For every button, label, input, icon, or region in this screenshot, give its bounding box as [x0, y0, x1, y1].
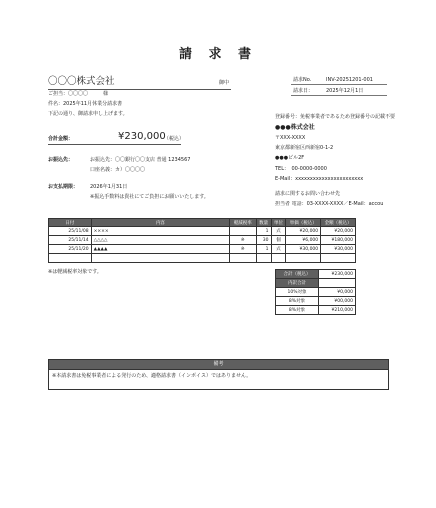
meta-underline-2 — [291, 95, 387, 96]
inquiry-title: 請求に関するお問い合わせ先 — [275, 191, 341, 197]
row-date: 25/11/20 — [49, 245, 92, 254]
page-title: 請 求 書 — [178, 47, 258, 62]
invoice-no-label: 請求No. — [293, 77, 312, 83]
issuer-address: 東京都新宿区西新宿0-1-2 — [275, 145, 334, 151]
row-qty — [256, 254, 271, 263]
col-amount-header: 金額（税込） — [321, 219, 356, 227]
issuer-zip: 〒XXX-XXXX — [275, 135, 306, 141]
invoice-date-label: 請求日： — [293, 88, 314, 94]
due-line-1: 2026年1月31日 — [90, 184, 128, 190]
row-content: ×××× — [91, 227, 229, 236]
total-label: 合計金額： — [48, 136, 74, 142]
items-header-row — [49, 219, 356, 227]
row-amount — [321, 254, 356, 263]
total-amount-line — [48, 131, 185, 145]
summary-total-label: 合計（税込） — [276, 270, 319, 279]
summary-total-value: ¥230,000 — [319, 270, 356, 279]
invoice-no-value: INV-20251201-001 — [326, 77, 373, 83]
bank-label: お振込先： — [48, 157, 74, 163]
summary-row-label: 8%対象 — [276, 306, 319, 315]
summary-breakdown-label: 内訳合計 — [276, 279, 319, 288]
row-reduced — [230, 227, 257, 236]
client-contact: ご担当：〇〇〇〇 様 — [48, 91, 109, 97]
row-reduced: ※ — [230, 245, 257, 254]
row-price: ¥6,000 — [286, 236, 321, 245]
col-qty-header: 数量 — [256, 219, 271, 227]
row-date — [49, 254, 92, 263]
client-company: 〇〇〇株式会社 — [48, 76, 115, 87]
row-price: ¥20,000 — [286, 227, 321, 236]
table-row — [49, 236, 356, 245]
row-unit: 式 — [271, 227, 286, 236]
table-row — [49, 227, 356, 236]
client-subject: 件名：2025年11月休業分請求書 — [48, 101, 123, 107]
table-row — [49, 245, 356, 254]
col-unit-header: 単位 — [271, 219, 286, 227]
issuer-company: ●●●株式会社 — [275, 124, 315, 131]
row-price — [286, 254, 321, 263]
total-amount: ¥230,000 — [118, 131, 166, 142]
row-reduced: ※ — [230, 236, 257, 245]
col-reduced-header: 軽減税率 — [230, 219, 257, 227]
due-line-2: ※振込手数料は貴社にてご負担にお願いいたします。 — [90, 194, 209, 200]
summary-row — [276, 297, 356, 306]
invoice-date-value: 2025年12月1日 — [326, 88, 364, 94]
row-content: ▲▲▲▲ — [91, 245, 229, 254]
row-qty: 1 — [256, 227, 271, 236]
row-amount: ¥20,000 — [321, 227, 356, 236]
client-dept: 御中 — [218, 80, 229, 86]
col-content-header: 内容 — [91, 219, 229, 227]
notes-box — [48, 359, 389, 390]
meta-underline-1 — [291, 84, 387, 85]
issuer-email: E-Mail：xxxxxxxxxxxxxxxxxxxxxxx — [275, 176, 364, 182]
summary-table — [275, 269, 356, 315]
row-unit: 式 — [271, 245, 286, 254]
summary-row — [276, 306, 356, 315]
bank-line-1: お振込先：〇〇銀行〇〇支店 普通 1234567 — [90, 157, 191, 163]
issuer-building: ●●●ビル2F — [275, 155, 305, 161]
summary-total-row — [276, 270, 356, 279]
row-price: ¥30,000 — [286, 245, 321, 254]
row-content — [91, 254, 229, 263]
row-amount: ¥180,000 — [321, 236, 356, 245]
col-price-header: 単価（税込） — [286, 219, 321, 227]
notes-header: 備考 — [49, 360, 388, 370]
row-content: △△△△ — [91, 236, 229, 245]
inquiry-detail: 担当者 電話：03-XXXX-XXXX／E-Mail：accou — [275, 201, 384, 207]
registration-number: 登録番号：免税事業者であるため登録番号の記載不要 — [275, 114, 396, 120]
row-unit: 個 — [271, 236, 286, 245]
row-date: 25/11/14 — [49, 236, 92, 245]
row-reduced — [230, 254, 257, 263]
items-table — [48, 218, 356, 263]
summary-row-value: ¥0,000 — [319, 288, 356, 297]
summary-breakdown-empty — [319, 279, 356, 288]
issuer-tel: TEL： 00-0000-0000 — [275, 166, 327, 172]
row-qty: 1 — [256, 245, 271, 254]
notes-text: ※本請求書は免税事業者による発行のため、適格請求書（インボイス）ではありません。 — [52, 373, 252, 379]
total-tax-note: （税込） — [164, 136, 185, 142]
table-footnote: ※は軽減税率対象です。 — [48, 269, 102, 275]
due-label: お支払期限： — [48, 184, 79, 190]
row-qty: 30 — [256, 236, 271, 245]
summary-row-value: ¥00,000 — [319, 297, 356, 306]
summary-row-label: 8%対象 — [276, 297, 319, 306]
summary-breakdown-row — [276, 279, 356, 288]
bank-line-2: 口座名義：カ）〇〇〇〇 — [90, 167, 146, 173]
col-date-header: 日付 — [49, 219, 92, 227]
summary-row-value: ¥210,000 — [319, 306, 356, 315]
row-unit — [271, 254, 286, 263]
summary-row — [276, 288, 356, 297]
client-lead: 下記の通り、御請求申し上げます。 — [48, 111, 128, 117]
row-amount: ¥30,000 — [321, 245, 356, 254]
table-row — [49, 254, 356, 263]
row-date: 25/11/08 — [49, 227, 92, 236]
client-name-line — [48, 76, 231, 90]
summary-row-label: 10%対象 — [276, 288, 319, 297]
